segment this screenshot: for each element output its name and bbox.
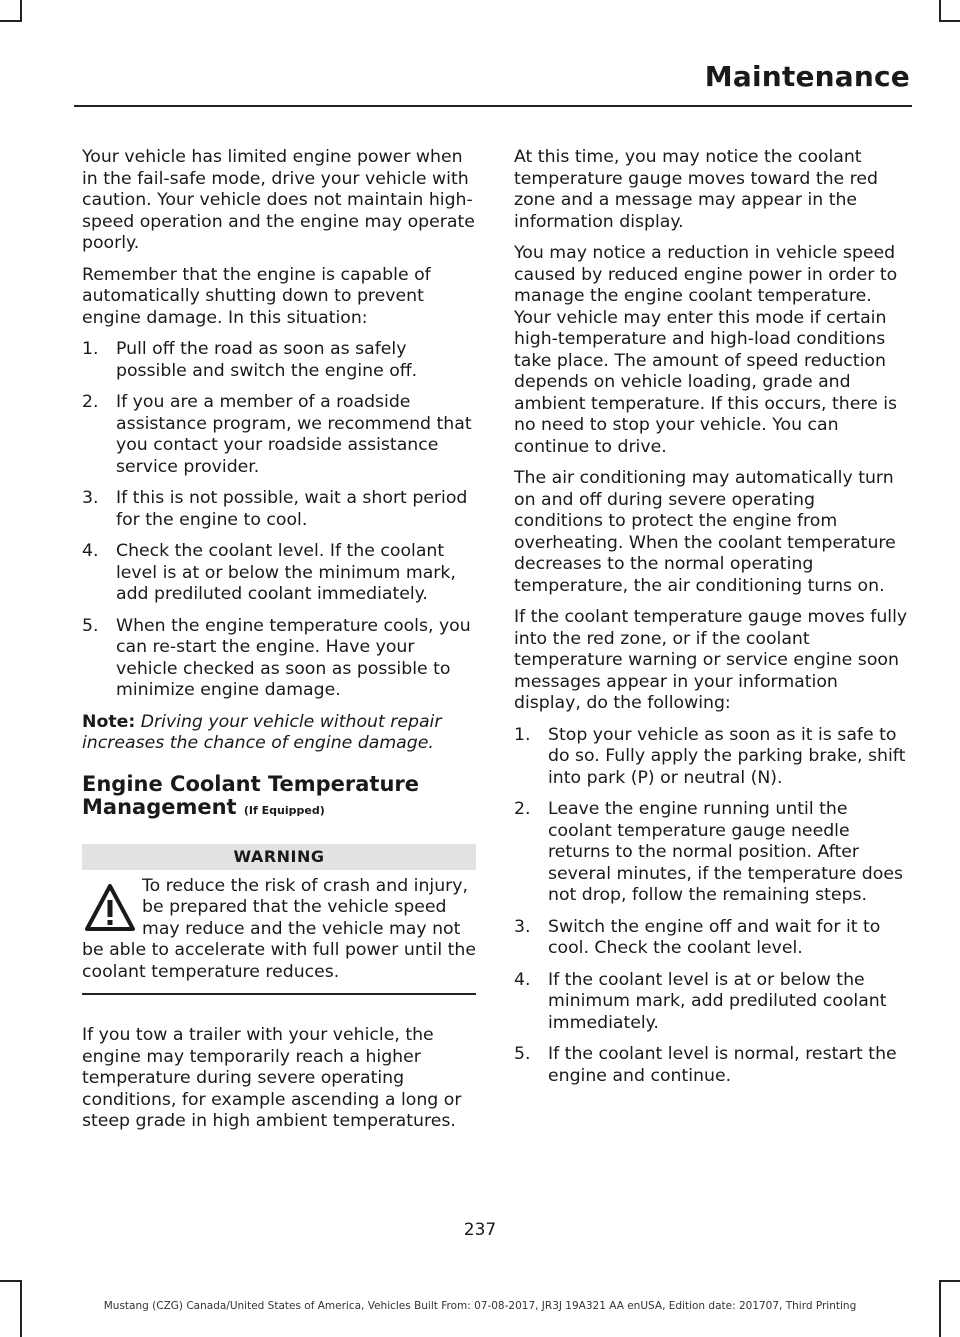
list-item: 5. If the coolant level is normal, restart the engine and continue. (514, 1044, 897, 1086)
list-item: 4. Check the coolant level. If the coolant level is at or below the minimum mark, add prediluted coolant immediately. (82, 541, 456, 604)
page-number: 237 (463, 1220, 497, 1240)
header-divider (74, 105, 912, 107)
list-item: 3. If this is not possible, wait a short period for the engine to cool. (82, 488, 468, 530)
shutdown-steps-list (82, 339, 476, 702)
page-header-title: Maintenance (704, 60, 910, 93)
gauge-paragraph: At this time, you may notice the coolant temperature gauge moves toward the red zone and a message may appear in the information display. (514, 147, 879, 232)
warning-box (82, 844, 476, 996)
crop-mark (939, 20, 960, 22)
crop-mark (939, 1280, 941, 1337)
list-item: 1. Pull off the road as soon as safely possible and switch the engine off. (82, 339, 418, 381)
right-column (514, 147, 908, 1097)
section-qualifier: (If Equipped) (243, 803, 325, 817)
warning-text: To reduce the risk of crash and injury, be prepared that the vehicle speed may reduce and the vehicle may not be able to accelerate with full power until the coolant temperature reduces. (82, 875, 477, 982)
crop-mark (20, 0, 22, 22)
list-item: 2. Leave the engine running until the coolant temperature gauge needle returns to the normal position. After several minutes, if the temperature does not drop, follow the remaining steps. (514, 799, 903, 905)
crop-mark (939, 1280, 960, 1282)
list-item: 4. If the coolant level is at or below the minimum mark, add prediluted coolant immediately. (514, 969, 887, 1033)
crop-mark (0, 1280, 22, 1282)
list-item: 2. If you are a member of a roadside assistance program, we recommend that you contact your roadside assistance service provider. (82, 392, 472, 477)
warning-title: WARNING (82, 844, 476, 870)
footer-text: Mustang (CZG) Canada/United States of America, Vehicles Built From: 07-08-2017, JR3J 19A321 AA enUSA, Edition date: 201707, Third Printing (103, 1300, 857, 1312)
warning-triangle-icon (84, 882, 136, 934)
section-heading: Engine Coolant Temperature Management (If Equipped) (82, 771, 420, 819)
left-column (82, 147, 476, 1143)
red-zone-paragraph: If the coolant temperature gauge moves fully into the red zone, or if the coolant temperature warning or service engine soon messages appear in your information display, do the following: (514, 607, 908, 713)
intro-paragraph: Your vehicle has limited engine power when in the fail-safe mode, drive your vehicle with caution. Your vehicle does not maintain high-speed operation and the engine may operate poorly. (82, 147, 475, 253)
note-text: Driving your vehicle without repair increases the chance of engine damage. (82, 711, 442, 753)
red-zone-steps-list (514, 725, 908, 1088)
remember-paragraph: Remember that the engine is capable of automatically shutting down to prevent engine damage. In this situation: (82, 264, 431, 328)
note (82, 712, 476, 755)
list-item: 5. When the engine temperature cools, you can re-start the engine. Have your vehicle checked as soon as possible to minimize engine damage. (82, 615, 471, 700)
list-item: 1. Stop your vehicle as soon as it is safe to do so. Fully apply the parking brake, shift into park (P) or neutral (N). (514, 724, 906, 788)
crop-mark (939, 0, 941, 22)
crop-mark (0, 20, 22, 22)
list-item: 3. Switch the engine off and wait for it to cool. Check the coolant level. (514, 916, 881, 958)
air-conditioning-paragraph: The air conditioning may automatically turn on and off during severe operating conditions to protect the engine from overheating. When the coolant temperature decreases to the normal operating temperature, the air conditioning turns on. (514, 468, 896, 596)
speed-reduction-paragraph: You may notice a reduction in vehicle speed caused by reduced engine power in order to manage the engine coolant temperature. Your vehicle may enter this mode if certain high-temperature and high-load conditions take place. The amount of speed reduction depends on vehicle loading, grade and ambient temperature. If this occurs, there is no need to stop your vehicle. You can continue to drive. (514, 243, 898, 457)
crop-mark (20, 1280, 22, 1337)
note-label: Note: (82, 711, 136, 732)
towing-paragraph: If you tow a trailer with your vehicle, the engine may temporarily reach a higher temperature during severe operating conditions, for example ascending a long or steep grade in high ambient temperatures. (82, 1025, 462, 1131)
